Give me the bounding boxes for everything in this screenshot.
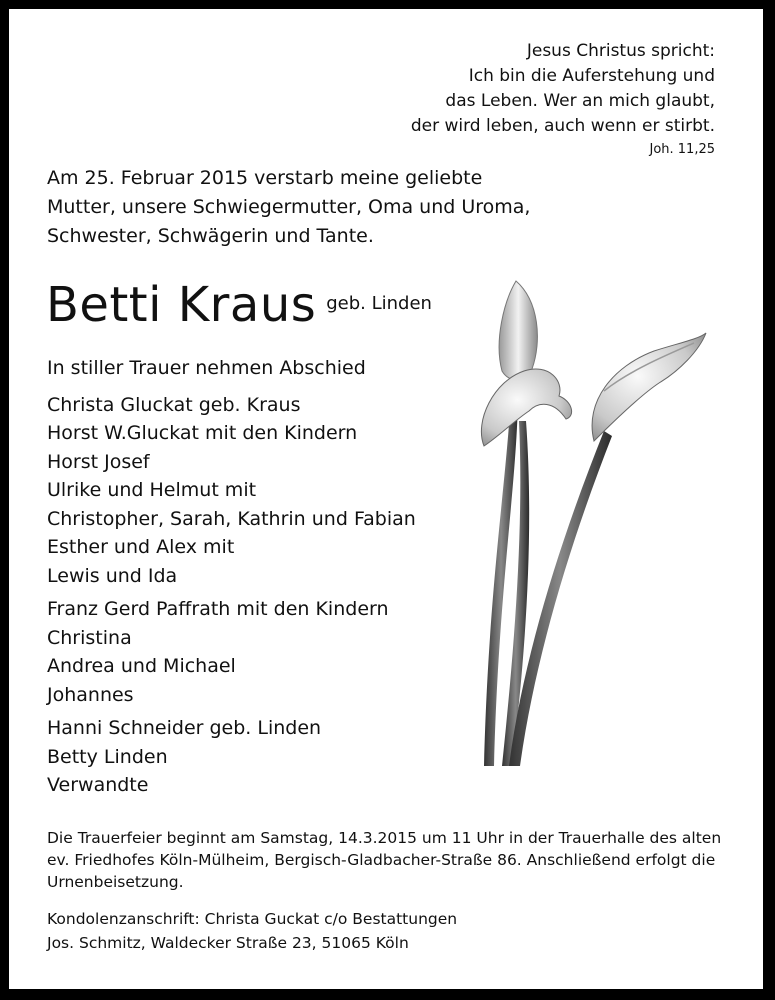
mourner-group [47,595,416,709]
quote-line: Jesus Christus spricht: [526,41,715,61]
mourner-line: Hanni Schneider geb. Linden [47,717,322,739]
mourner-line: Christa Gluckat geb. Kraus [47,393,301,416]
mourner-line: Lewis und Ida [47,564,178,587]
quote-line: das Leben. Wer an mich glaubt, [445,91,715,111]
mourner-line: Horst Josef [47,450,150,473]
condolence-line: Jos. Schmitz, Waldecker Straße 23, 51065 Köln [47,934,409,952]
mourner-line: Christopher, Sarah, Kathrin und Fabian [47,507,416,530]
mourner-line: Johannes [47,683,134,706]
mourner-group [47,391,416,591]
mourner-group [47,714,416,800]
mourner-line: Ulrike und Helmut mit [47,479,257,501]
obituary-page [9,9,763,989]
mourner-line: Esther und Alex mit [47,536,235,558]
announcement-line: Am 25. Februar 2015 verstarb meine geliebte [47,167,483,189]
quote-line: der wird leben, auch wenn er stirbt. [410,116,715,136]
quote-reference: Joh. 11,25 [649,142,715,157]
deceased-name: Betti Kraus [46,277,317,333]
condolence-address [47,907,457,955]
mourner-line: Franz Gerd Paffrath mit den Kindern [47,598,389,620]
mourner-line: Andrea und Michael [47,655,236,677]
mourner-line: Christina [47,626,132,649]
announcement-line: Schwester, Schwägerin und Tante. [47,225,374,247]
birth-name: geb. Linden [326,293,432,314]
announcement-line: Mutter, unsere Schwiegermutter, Oma und Uroma, [47,196,531,218]
condolence-line: Kondolenzanschrift: Christa Guckat c/o Bestattungen [47,910,458,928]
mourner-line: Betty Linden [47,745,168,768]
mourner-line: Verwandte [47,774,149,796]
bible-quote [411,39,715,161]
mourner-line: Horst W.Gluckat mit den Kindern [47,422,358,444]
death-announcement [47,164,530,251]
funeral-details: Die Trauerfeier beginnt am Samstag, 14.3.2015 um 11 Uhr in der Trauerhalle des alten ev. Friedhofes Köln-Mülheim, Bergisch-Gladbacher-Straße 86. Anschließend erfolgt die Urnenbeisetzung. [47,829,722,891]
mourners-heading: In stiller Trauer nehmen Abschied [47,357,366,379]
quote-line: Ich bin die Auferstehung und [468,66,715,86]
deceased-name-row [46,277,432,333]
calla-lily-icon [454,271,714,771]
mourners-list [47,354,416,805]
